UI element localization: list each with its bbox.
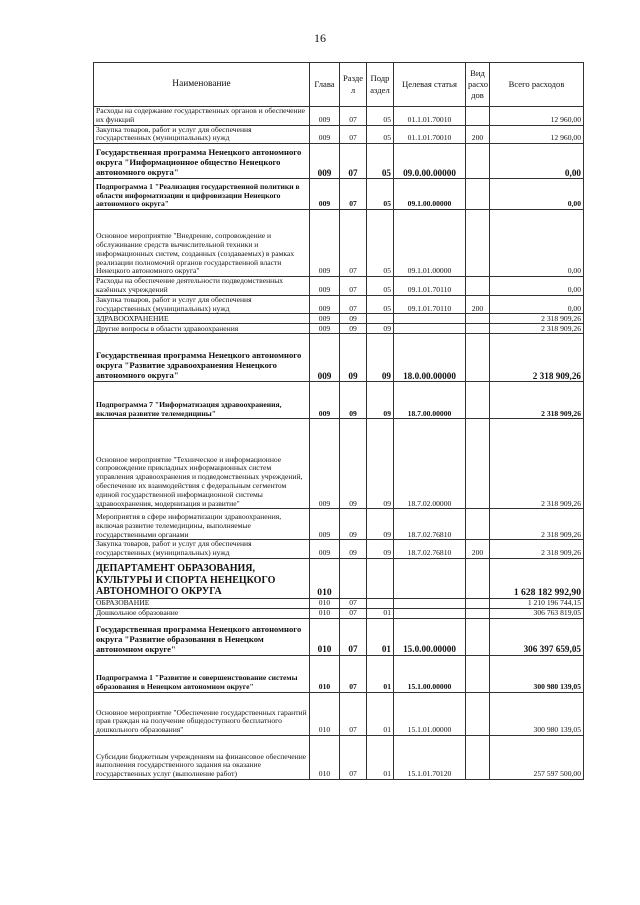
cell-vid bbox=[466, 618, 490, 655]
table-row bbox=[94, 558, 584, 598]
cell-vid bbox=[466, 334, 490, 382]
table-row bbox=[94, 107, 584, 126]
cell-razdel: 07 bbox=[340, 277, 367, 296]
cell-glava: 009 bbox=[310, 144, 340, 179]
table-row bbox=[94, 295, 584, 314]
cell-total: 2 318 909,26 bbox=[490, 419, 584, 509]
cell-podrazdel: 01 bbox=[367, 618, 394, 655]
cell-total: 2 318 909,26 bbox=[490, 509, 584, 540]
cell-podrazdel: 09 bbox=[367, 334, 394, 382]
cell-podrazdel bbox=[367, 314, 394, 324]
cell-podrazdel: 09 bbox=[367, 509, 394, 540]
cell-name: Расходы на обеспечение деятельности подведомственных казённых учреждений bbox=[94, 277, 310, 296]
cell-glava: 009 bbox=[310, 295, 340, 314]
cell-total: 300 980 139,05 bbox=[490, 692, 584, 735]
cell-glava: 009 bbox=[310, 314, 340, 324]
cell-glava: 009 bbox=[310, 324, 340, 334]
cell-podrazdel: 09 bbox=[367, 419, 394, 509]
cell-glava: 009 bbox=[310, 382, 340, 419]
cell-total: 257 597 500,00 bbox=[490, 735, 584, 779]
cell-total: 2 318 909,26 bbox=[490, 382, 584, 419]
cell-razdel: 09 bbox=[340, 509, 367, 540]
cell-target: 01.1.01.70010 bbox=[394, 107, 466, 126]
cell-name: Другие вопросы в области здравоохранения bbox=[94, 324, 310, 334]
cell-total: 12 960,00 bbox=[490, 125, 584, 144]
table-row bbox=[94, 144, 584, 179]
table-row bbox=[94, 509, 584, 540]
cell-glava: 009 bbox=[310, 540, 340, 559]
cell-vid bbox=[466, 314, 490, 324]
cell-razdel: 07 bbox=[340, 618, 367, 655]
cell-name: Субсидии бюджетным учреждениям на финансовое обеспечение выполнения государственного задания на оказание государственных услуг (выполнение работ) bbox=[94, 735, 310, 779]
table-row bbox=[94, 655, 584, 692]
cell-glava: 009 bbox=[310, 210, 340, 277]
cell-podrazdel bbox=[367, 558, 394, 598]
cell-vid bbox=[466, 598, 490, 608]
cell-glava: 009 bbox=[310, 179, 340, 210]
cell-name: Государственная программа Ненецкого автономного округа "Развитие образования в Ненецком автономном округе" bbox=[94, 618, 310, 655]
cell-target: 15.1.01.70120 bbox=[394, 735, 466, 779]
cell-name: Дошкольное образование bbox=[94, 608, 310, 618]
cell-total: 0,00 bbox=[490, 277, 584, 296]
cell-podrazdel: 05 bbox=[367, 277, 394, 296]
cell-podrazdel: 09 bbox=[367, 324, 394, 334]
cell-name: Государственная программа Ненецкого автономного округа "Информационное общество Ненецкого автономного округа" bbox=[94, 144, 310, 179]
cell-podrazdel: 05 bbox=[367, 125, 394, 144]
cell-glava: 010 bbox=[310, 608, 340, 618]
table-row bbox=[94, 314, 584, 324]
cell-target bbox=[394, 598, 466, 608]
cell-podrazdel: 01 bbox=[367, 608, 394, 618]
cell-razdel: 07 bbox=[340, 107, 367, 126]
cell-name: Расходы на содержание государственных органов и обеспечение их функций bbox=[94, 107, 310, 126]
cell-total: 306 397 659,05 bbox=[490, 618, 584, 655]
cell-razdel: 07 bbox=[340, 608, 367, 618]
cell-vid bbox=[466, 692, 490, 735]
cell-name: Закупка товаров, работ и услуг для обеспечения государственных (муниципальных) нужд bbox=[94, 125, 310, 144]
cell-total: 2 318 909,26 bbox=[490, 540, 584, 559]
cell-glava: 009 bbox=[310, 509, 340, 540]
cell-target: 01.1.01.70010 bbox=[394, 125, 466, 144]
cell-target: 15.1.00.00000 bbox=[394, 655, 466, 692]
cell-name: Основное мероприятие "Внедрение, сопровождение и обслуживание средств вычислительной техники и информационных систем, созданных (создаваемых) в рамках реализации полномочий органов государственной власти Ненецкого автономного округа" bbox=[94, 210, 310, 277]
cell-glava: 010 bbox=[310, 655, 340, 692]
cell-total: 12 960,00 bbox=[490, 107, 584, 126]
cell-target: 09.1.00.00000 bbox=[394, 179, 466, 210]
cell-razdel: 09 bbox=[340, 419, 367, 509]
cell-total: 2 318 909,26 bbox=[490, 314, 584, 324]
cell-target: 09.1.01.70110 bbox=[394, 277, 466, 296]
cell-podrazdel: 01 bbox=[367, 692, 394, 735]
cell-target bbox=[394, 558, 466, 598]
header-row bbox=[94, 63, 584, 107]
cell-vid bbox=[466, 509, 490, 540]
cell-name: ЗДРАВООХРАНЕНИЕ bbox=[94, 314, 310, 324]
cell-target bbox=[394, 324, 466, 334]
cell-total: 0,00 bbox=[490, 295, 584, 314]
header-vid: Вид расхо дов bbox=[466, 63, 490, 107]
cell-vid: 200 bbox=[466, 295, 490, 314]
cell-target: 18.7.02.76810 bbox=[394, 540, 466, 559]
cell-total: 2 318 909,26 bbox=[490, 334, 584, 382]
cell-podrazdel: 09 bbox=[367, 540, 394, 559]
cell-vid bbox=[466, 655, 490, 692]
cell-podrazdel: 01 bbox=[367, 655, 394, 692]
cell-podrazdel: 05 bbox=[367, 179, 394, 210]
cell-name: Основное мероприятие "Обеспечение государственных гарантий прав граждан на получение общедоступного бесплатного дошкольного образования" bbox=[94, 692, 310, 735]
cell-total: 0,00 bbox=[490, 144, 584, 179]
cell-target: 09.0.00.00000 bbox=[394, 144, 466, 179]
cell-name: Подпрограмма 1 "Реализация государственной политики в области информатизации и цифровизации Ненецкого автономного округа" bbox=[94, 179, 310, 210]
header-total: Всего расходов bbox=[490, 63, 584, 107]
cell-razdel: 07 bbox=[340, 692, 367, 735]
cell-razdel: 07 bbox=[340, 144, 367, 179]
header-razdel: Разде л bbox=[340, 63, 367, 107]
cell-razdel: 07 bbox=[340, 210, 367, 277]
header-name: Наименование bbox=[94, 63, 310, 107]
header-target: Целевая статья bbox=[394, 63, 466, 107]
cell-razdel: 07 bbox=[340, 295, 367, 314]
cell-razdel: 09 bbox=[340, 334, 367, 382]
table-row bbox=[94, 277, 584, 296]
cell-total: 0,00 bbox=[490, 179, 584, 210]
cell-name: ДЕПАРТАМЕНТ ОБРАЗОВАНИЯ, КУЛЬТУРЫ И СПОРТА НЕНЕЦКОГО АВТОНОМНОГО ОКРУГА bbox=[94, 558, 310, 598]
table-row bbox=[94, 210, 584, 277]
page-number: 16 bbox=[314, 31, 326, 45]
cell-glava: 010 bbox=[310, 618, 340, 655]
cell-name: ОБРАЗОВАНИЕ bbox=[94, 598, 310, 608]
table-row bbox=[94, 618, 584, 655]
cell-vid bbox=[466, 558, 490, 598]
cell-vid bbox=[466, 735, 490, 779]
cell-target: 18.0.00.00000 bbox=[394, 334, 466, 382]
cell-vid bbox=[466, 210, 490, 277]
cell-podrazdel: 09 bbox=[367, 382, 394, 419]
table-row bbox=[94, 125, 584, 144]
header-glava: Глава bbox=[310, 63, 340, 107]
cell-total: 0,00 bbox=[490, 210, 584, 277]
cell-vid bbox=[466, 144, 490, 179]
table-row bbox=[94, 692, 584, 735]
cell-vid: 200 bbox=[466, 125, 490, 144]
cell-target: 15.0.00.00000 bbox=[394, 618, 466, 655]
cell-podrazdel: 05 bbox=[367, 107, 394, 126]
cell-podrazdel: 05 bbox=[367, 210, 394, 277]
table-row bbox=[94, 735, 584, 779]
cell-glava: 010 bbox=[310, 692, 340, 735]
cell-total: 1 628 182 992,90 bbox=[490, 558, 584, 598]
table-row bbox=[94, 334, 584, 382]
cell-razdel: 09 bbox=[340, 324, 367, 334]
cell-name: Мероприятия в сфере информатизации здравоохранения, включая развитие телемедицины, выполняемые государственными органами bbox=[94, 509, 310, 540]
header-podrazdel: Подр аздел bbox=[367, 63, 394, 107]
cell-total: 300 980 139,05 bbox=[490, 655, 584, 692]
cell-glava: 009 bbox=[310, 334, 340, 382]
cell-vid bbox=[466, 277, 490, 296]
table-row bbox=[94, 419, 584, 509]
cell-name: Закупка товаров, работ и услуг для обеспечения государственных (муниципальных) нужд bbox=[94, 540, 310, 559]
cell-vid: 200 bbox=[466, 540, 490, 559]
cell-name: Основное мероприятие "Техническое и информационное сопровождение прикладных информационных систем управления здравоохранения и подведомственных учреждений, обеспечение их взаимодействия с федеральным сегментом единой государственной информационной системы здравоохранения, модернизация и развитие" bbox=[94, 419, 310, 509]
cell-podrazdel: 05 bbox=[367, 144, 394, 179]
table-row bbox=[94, 179, 584, 210]
cell-glava: 010 bbox=[310, 735, 340, 779]
cell-glava: 009 bbox=[310, 419, 340, 509]
table-row bbox=[94, 598, 584, 608]
cell-razdel: 09 bbox=[340, 540, 367, 559]
cell-name: Подпрограмма 7 "Информатизация здравоохранения, включая развитие телемедицины" bbox=[94, 382, 310, 419]
cell-target: 15.1.01.00000 bbox=[394, 692, 466, 735]
cell-razdel: 07 bbox=[340, 655, 367, 692]
cell-glava: 009 bbox=[310, 277, 340, 296]
cell-podrazdel: 01 bbox=[367, 735, 394, 779]
cell-target: 09.1.01.00000 bbox=[394, 210, 466, 277]
cell-glava: 009 bbox=[310, 107, 340, 126]
cell-podrazdel bbox=[367, 598, 394, 608]
cell-target: 18.7.02.00000 bbox=[394, 419, 466, 509]
cell-target: 09.1.01.70110 bbox=[394, 295, 466, 314]
table-row bbox=[94, 608, 584, 618]
budget-table bbox=[93, 62, 584, 780]
cell-name: Государственная программа Ненецкого автономного округа "Развитие здравоохранения Ненецкого автономного округа" bbox=[94, 334, 310, 382]
table-row bbox=[94, 382, 584, 419]
table-row bbox=[94, 324, 584, 334]
cell-razdel: 07 bbox=[340, 735, 367, 779]
cell-vid bbox=[466, 382, 490, 419]
cell-vid bbox=[466, 608, 490, 618]
cell-razdel: 09 bbox=[340, 314, 367, 324]
table-row bbox=[94, 540, 584, 559]
cell-name: Подпрограмма 1 "Развитие и совершенствование системы образования в Ненецком автономном округе" bbox=[94, 655, 310, 692]
cell-vid bbox=[466, 107, 490, 126]
cell-target: 18.7.02.76810 bbox=[394, 509, 466, 540]
cell-vid bbox=[466, 419, 490, 509]
cell-target bbox=[394, 314, 466, 324]
cell-glava: 010 bbox=[310, 598, 340, 608]
cell-razdel bbox=[340, 558, 367, 598]
cell-glava: 009 bbox=[310, 125, 340, 144]
cell-glava: 010 bbox=[310, 558, 340, 598]
cell-vid bbox=[466, 179, 490, 210]
cell-razdel: 07 bbox=[340, 598, 367, 608]
cell-total: 306 763 819,05 bbox=[490, 608, 584, 618]
cell-total: 2 318 909,26 bbox=[490, 324, 584, 334]
cell-target: 18.7.00.00000 bbox=[394, 382, 466, 419]
cell-podrazdel: 05 bbox=[367, 295, 394, 314]
cell-name: Закупка товаров, работ и услуг для обеспечения государственных (муниципальных) нужд bbox=[94, 295, 310, 314]
cell-razdel: 09 bbox=[340, 382, 367, 419]
cell-target bbox=[394, 608, 466, 618]
cell-razdel: 07 bbox=[340, 125, 367, 144]
cell-total: 1 210 196 744,15 bbox=[490, 598, 584, 608]
cell-razdel: 07 bbox=[340, 179, 367, 210]
cell-vid bbox=[466, 324, 490, 334]
